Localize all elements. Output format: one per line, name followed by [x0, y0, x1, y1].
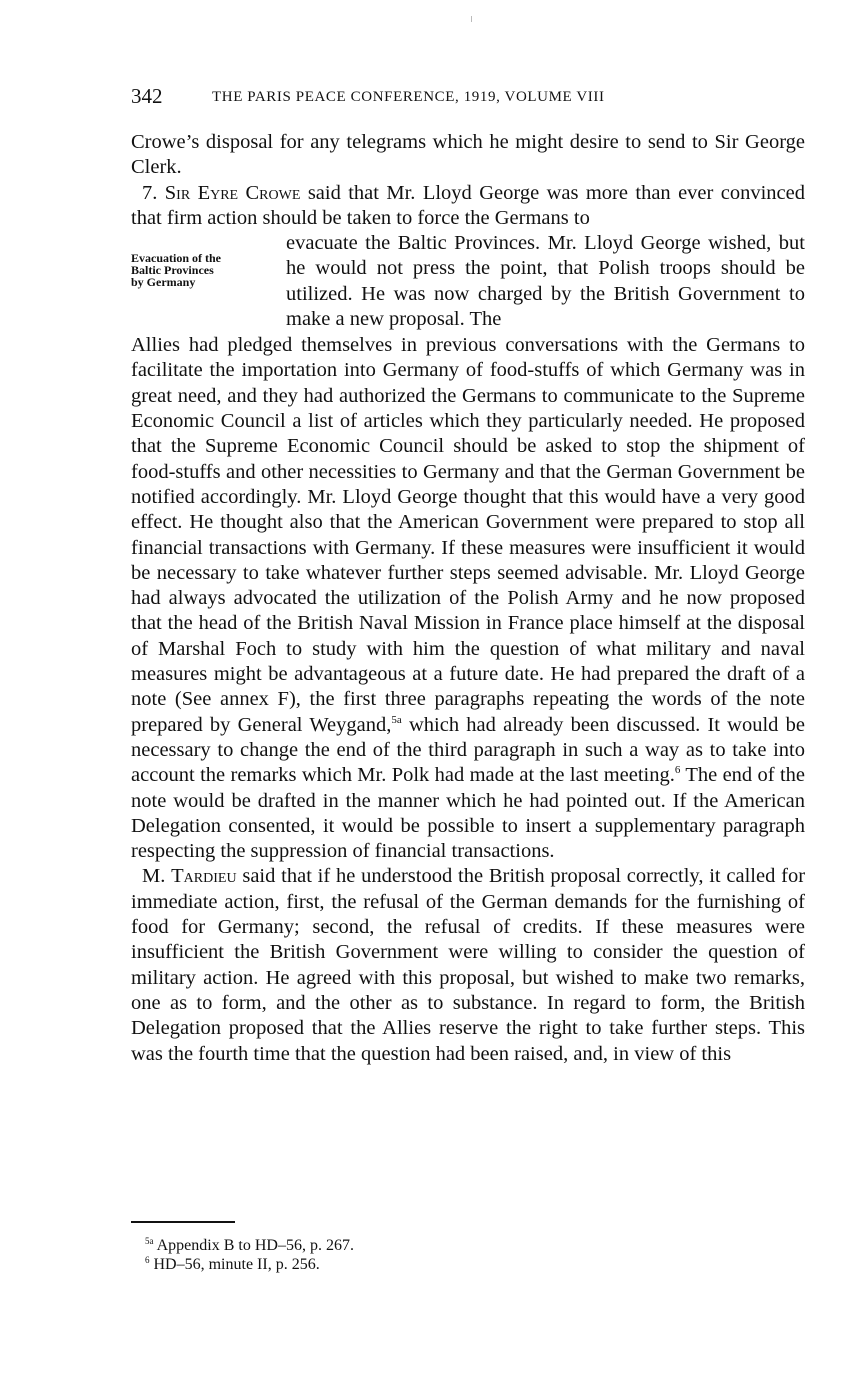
footnotes	[145, 1236, 354, 1274]
item-number: 7.	[142, 181, 158, 204]
paragraph-text: which had already been discussed. It would be necessary to change the end of the third paragraph in such a way as to take into account the remarks which Mr. Polk had made at the last meeting.	[131, 713, 805, 787]
paragraph-tardieu	[131, 864, 805, 1066]
speaker-name: Tardieu	[171, 865, 237, 888]
paragraph-intro: said that Mr. Lloyd George was more than ever convinced that firm action should be taken to force the Germans to	[131, 181, 805, 229]
footnote-ref[interactable]: 5a	[391, 713, 402, 726]
page-header	[131, 84, 805, 114]
margin-sidenote	[131, 231, 272, 333]
speaker-prefix: M.	[142, 865, 166, 888]
paragraph-continuation: Crowe’s disposal for any telegrams which he might desire to send to Sir George Clerk.	[131, 131, 805, 179]
paragraph-text: Allies had pledged themselves in previous conversations with the Germans to facilitate the importation into Germany of food-stuffs of which Germany was in great need, and they had authorized the Germans to communicate to the Supreme Economic Council a list of articles which they particularly needed. He proposed that the Supreme Economic Council should be asked to stop the shipment of food-stuffs and other necessities to Germany and that the German Government be notified accordingly. Mr. Lloyd George thought that this would have a very good effect. He thought also that the American Government were prepared to stop all financial transactions with Germany. If these measures were insufficient it would be necessary to take whatever further steps seemed advisable. Mr. Lloyd George had always advocated the utilization of the Polish Army and he now proposed that the head of the British Naval Mission in France place himself at the disposal of Marshal Foch to study with him the question of what military and naval measures might be advantageous at a future date. He had prepared the draft of a note (See annex F), the first three paragraphs repeating the words of the note prepared by General Weygand,	[131, 334, 805, 736]
paragraph-item-7	[131, 181, 805, 232]
footnote-ref[interactable]: 6	[674, 764, 681, 777]
footnote	[145, 1255, 354, 1274]
paragraph-side-text: evacuate the Baltic Provinces. Mr. Lloyd George wished, but he would not press the point, that Polish troops should be utilized. He was now charged by the British Government to make a new proposal. The	[286, 232, 805, 331]
document-page	[131, 0, 805, 1379]
paragraph-text: said that if he understood the British proposal correctly, it called for immediate action, first, the refusal of the German demands for the furnishing of food for Germany; second, the refusal of credits. If these measures were insufficient the British Government were willing to consider the question of military action. He agreed with this proposal, but wished to make two remarks, one as to form, and the other as to substance. In regard to form, the British Delegation proposed that the Allies reserve the right to take further steps. This was the fourth time that the question had been raised, and, in view of this	[131, 865, 806, 1065]
footnote	[145, 1236, 354, 1255]
footnote-mark: 5a	[145, 1236, 154, 1246]
sidenote-line: Baltic Provinces	[131, 263, 214, 278]
sidenote-line: by Germany	[131, 275, 196, 290]
footnote-text: Appendix B to HD–56, p. 267.	[153, 1237, 354, 1254]
page-number: 342	[131, 84, 163, 108]
footnote-text: HD–56, minute II, p. 256.	[149, 1256, 320, 1273]
sidenote-block	[131, 231, 805, 333]
page-body	[131, 130, 805, 1067]
sidenote-line: Evacuation of the	[131, 251, 221, 266]
footnote-mark: 6	[145, 1255, 150, 1265]
speaker-name: Sir Eyre Crowe	[164, 181, 301, 204]
footnote-divider	[131, 1221, 235, 1223]
paragraph-text: The end of the note would be drafted in the manner which he had pointed out. If the American Delegation consented, it would be possible to insert a supplementary paragraph respecting the suppression of financial transactions.	[131, 764, 805, 863]
paragraph-body	[131, 333, 805, 864]
running-title: THE PARIS PEACE CONFERENCE, 1919, VOLUME VIII	[212, 89, 605, 105]
